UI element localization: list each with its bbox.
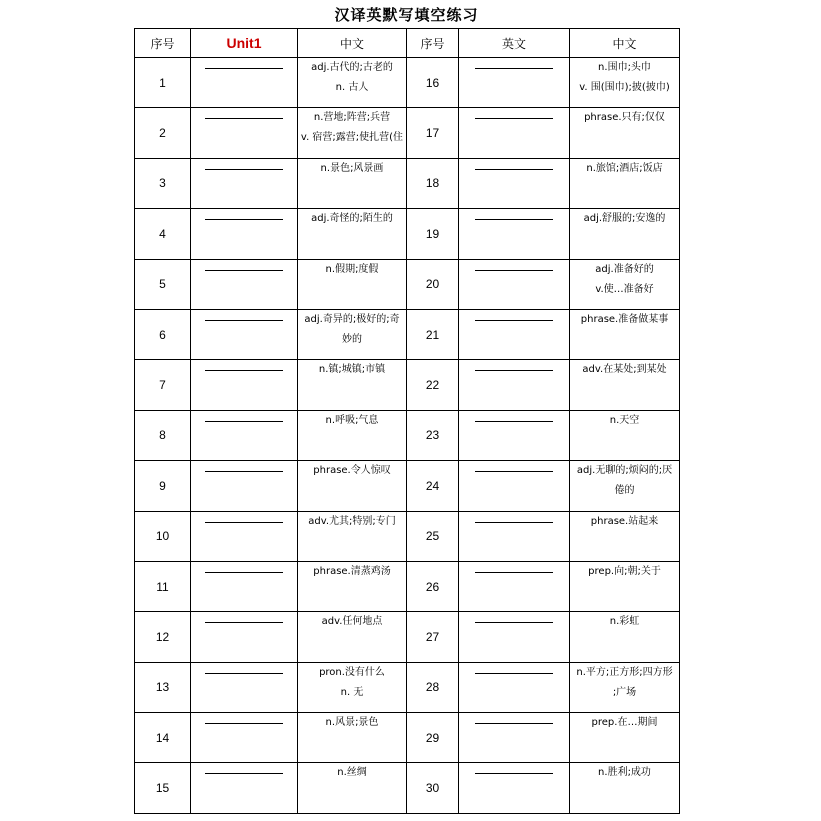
english-blank-input[interactable]	[475, 108, 553, 119]
english-blank-input[interactable]	[475, 58, 553, 69]
english-blank-input[interactable]	[475, 310, 553, 321]
chinese-meaning-cell	[298, 158, 407, 208]
chinese-meaning-cell	[570, 612, 680, 662]
english-answer-cell	[459, 58, 570, 108]
english-blank-input[interactable]	[205, 159, 283, 170]
chinese-meaning-line: adj.奇怪的;陌生的	[311, 213, 393, 225]
english-blank-input[interactable]	[205, 108, 283, 119]
item-number: 14	[135, 713, 191, 763]
english-answer-cell	[459, 763, 570, 813]
item-number: 8	[135, 410, 191, 460]
chinese-meaning-cell	[570, 158, 680, 208]
chinese-meaning-cell	[570, 58, 680, 108]
header-chinese-right: 中文	[570, 29, 680, 58]
table-row	[135, 108, 680, 158]
header-number-right: 序号	[407, 29, 459, 58]
table-row	[135, 713, 680, 763]
english-answer-cell	[459, 561, 570, 611]
item-number: 19	[407, 209, 459, 259]
english-answer-cell	[191, 108, 298, 158]
chinese-meaning-cell	[570, 561, 680, 611]
table-header	[135, 29, 680, 58]
item-number: 10	[135, 511, 191, 561]
english-answer-cell	[191, 461, 298, 511]
chinese-meaning-line: phrase.令人惊叹	[313, 465, 391, 477]
english-blank-input[interactable]	[475, 159, 553, 170]
chinese-meaning-cell	[298, 309, 407, 359]
chinese-meaning-cell	[570, 209, 680, 259]
table-row	[135, 561, 680, 611]
english-answer-cell	[459, 612, 570, 662]
chinese-meaning-line: prep.向;朝;关于	[588, 565, 661, 577]
table-row	[135, 763, 680, 813]
chinese-meaning-cell	[570, 309, 680, 359]
english-answer-cell	[459, 259, 570, 309]
chinese-meaning-cell	[570, 360, 680, 410]
chinese-meaning-cell	[298, 108, 407, 158]
header-row	[135, 29, 680, 58]
item-number: 4	[135, 209, 191, 259]
english-answer-cell	[191, 713, 298, 763]
table-row	[135, 58, 680, 108]
chinese-meaning-line: n.平方;正方形;四方形	[576, 666, 673, 678]
english-answer-cell	[459, 309, 570, 359]
chinese-meaning-line: adj.舒服的;安逸的	[583, 213, 666, 225]
english-blank-input[interactable]	[205, 562, 283, 573]
english-blank-input[interactable]	[205, 763, 283, 774]
chinese-meaning-line: n.天空	[609, 414, 640, 426]
table-row	[135, 612, 680, 662]
english-answer-cell	[459, 511, 570, 561]
chinese-meaning-line: adj.奇异的;极好的;奇	[304, 313, 400, 325]
item-number: 11	[135, 561, 191, 611]
chinese-meaning-cell	[570, 763, 680, 813]
english-blank-input[interactable]	[475, 411, 553, 422]
english-blank-input[interactable]	[205, 310, 283, 321]
item-number: 6	[135, 309, 191, 359]
english-answer-cell	[459, 360, 570, 410]
chinese-meaning-cell	[570, 662, 680, 712]
chinese-meaning-line: adv.任何地点	[321, 616, 383, 628]
english-blank-input[interactable]	[205, 612, 283, 623]
english-answer-cell	[191, 763, 298, 813]
chinese-meaning-line: ;广场	[612, 686, 637, 698]
item-number: 27	[407, 612, 459, 662]
chinese-meaning-cell	[298, 461, 407, 511]
chinese-meaning-line: n.风景;景色	[325, 717, 379, 729]
chinese-meaning-line: 妙的	[342, 333, 362, 345]
chinese-meaning-cell	[298, 360, 407, 410]
english-answer-cell	[459, 209, 570, 259]
english-blank-input[interactable]	[475, 612, 553, 623]
english-answer-cell	[191, 209, 298, 259]
item-number: 21	[407, 309, 459, 359]
english-answer-cell	[191, 309, 298, 359]
english-answer-cell	[191, 410, 298, 460]
english-answer-cell	[459, 713, 570, 763]
chinese-meaning-line: n.景色;风景画	[320, 162, 384, 174]
chinese-meaning-line: adj.古代的;古老的	[311, 62, 393, 73]
chinese-meaning-line: n.围巾;头巾	[598, 62, 651, 73]
english-blank-input[interactable]	[475, 663, 553, 674]
header-unit-title: Unit1	[191, 29, 298, 58]
english-blank-input[interactable]	[205, 461, 283, 472]
table-row	[135, 410, 680, 460]
header-number-left: 序号	[135, 29, 191, 58]
chinese-meaning-line: v.使…准备好	[595, 283, 654, 295]
table-body	[135, 58, 680, 814]
item-number: 17	[407, 108, 459, 158]
english-blank-input[interactable]	[475, 512, 553, 523]
chinese-meaning-line: adj.无聊的;烦闷的;厌	[576, 465, 673, 477]
english-blank-input[interactable]	[475, 713, 553, 724]
chinese-meaning-cell	[298, 763, 407, 813]
header-chinese-left: 中文	[298, 29, 407, 58]
english-blank-input[interactable]	[205, 663, 283, 674]
item-number: 15	[135, 763, 191, 813]
english-blank-input[interactable]	[475, 209, 553, 220]
english-blank-input[interactable]	[205, 411, 283, 422]
english-blank-input[interactable]	[475, 461, 553, 472]
chinese-meaning-line: v. 宿营;露营;使扎营(住	[300, 132, 404, 144]
chinese-meaning-cell	[298, 662, 407, 712]
item-number: 5	[135, 259, 191, 309]
chinese-meaning-cell	[570, 461, 680, 511]
english-blank-input[interactable]	[475, 360, 553, 371]
chinese-meaning-line: adv.在某处;到某处	[582, 364, 667, 376]
item-number: 22	[407, 360, 459, 410]
chinese-meaning-cell	[298, 209, 407, 259]
chinese-meaning-line: phrase.清蒸鸡汤	[313, 565, 391, 577]
table-row	[135, 511, 680, 561]
chinese-meaning-line: 倦的	[614, 485, 635, 497]
chinese-meaning-cell	[298, 713, 407, 763]
chinese-meaning-cell	[298, 561, 407, 611]
english-blank-input[interactable]	[475, 562, 553, 573]
table-row	[135, 259, 680, 309]
english-answer-cell	[459, 662, 570, 712]
chinese-meaning-line: n. 古人	[335, 82, 369, 93]
chinese-meaning-line: n.彩虹	[609, 616, 640, 628]
english-answer-cell	[191, 360, 298, 410]
chinese-meaning-line: phrase.只有;仅仅	[584, 112, 665, 124]
chinese-meaning-line: pron.没有什么	[319, 666, 385, 678]
item-number: 26	[407, 561, 459, 611]
item-number: 25	[407, 511, 459, 561]
english-answer-cell	[459, 410, 570, 460]
item-number: 12	[135, 612, 191, 662]
chinese-meaning-cell	[570, 713, 680, 763]
table-row	[135, 309, 680, 359]
english-answer-cell	[191, 158, 298, 208]
chinese-meaning-cell	[570, 410, 680, 460]
chinese-meaning-cell	[570, 259, 680, 309]
item-number: 7	[135, 360, 191, 410]
english-answer-cell	[459, 461, 570, 511]
chinese-meaning-line: adv.尤其;特别;专门	[308, 515, 396, 527]
chinese-meaning-cell	[298, 612, 407, 662]
english-blank-input[interactable]	[205, 713, 283, 724]
english-blank-input[interactable]	[205, 260, 283, 271]
chinese-meaning-cell	[298, 58, 407, 108]
item-number: 9	[135, 461, 191, 511]
chinese-meaning-line: adj.准备好的	[595, 263, 654, 275]
english-blank-input[interactable]	[205, 360, 283, 371]
english-blank-input[interactable]	[205, 512, 283, 523]
english-answer-cell	[191, 612, 298, 662]
chinese-meaning-cell	[570, 511, 680, 561]
chinese-meaning-line: prep.在…期间	[591, 717, 658, 729]
chinese-meaning-line: n.丝绸	[337, 767, 367, 779]
english-answer-cell	[459, 158, 570, 208]
chinese-meaning-line: n.镇;城镇;市镇	[318, 364, 386, 376]
item-number: 20	[407, 259, 459, 309]
item-number: 1	[135, 58, 191, 108]
table-row	[135, 461, 680, 511]
item-number: 18	[407, 158, 459, 208]
item-number: 13	[135, 662, 191, 712]
chinese-meaning-cell	[298, 259, 407, 309]
table-row	[135, 158, 680, 208]
item-number: 29	[407, 713, 459, 763]
chinese-meaning-line: n.胜利;成功	[598, 767, 651, 779]
english-answer-cell	[191, 58, 298, 108]
chinese-meaning-cell	[298, 410, 407, 460]
chinese-meaning-cell	[298, 511, 407, 561]
header-english-right: 英文	[459, 29, 570, 58]
item-number: 30	[407, 763, 459, 813]
item-number: 23	[407, 410, 459, 460]
english-answer-cell	[191, 259, 298, 309]
item-number: 16	[407, 58, 459, 108]
item-number: 28	[407, 662, 459, 712]
chinese-meaning-line: phrase.准备做某事	[580, 313, 669, 325]
chinese-meaning-line: v. 围(围巾);披(披巾)	[579, 82, 670, 93]
item-number: 24	[407, 461, 459, 511]
worksheet-title: 汉译英默写填空练习	[334, 6, 479, 24]
vocabulary-table	[134, 28, 680, 814]
table-row	[135, 662, 680, 712]
chinese-meaning-line: n.假期;度假	[325, 263, 379, 275]
chinese-meaning-line: n.呼吸;气息	[325, 414, 379, 426]
english-blank-input[interactable]	[475, 763, 553, 774]
chinese-meaning-line: n.营地;阵营;兵营	[313, 112, 391, 124]
english-blank-input[interactable]	[205, 58, 283, 69]
item-number: 2	[135, 108, 191, 158]
chinese-meaning-cell	[570, 108, 680, 158]
table-row	[135, 209, 680, 259]
table-row	[135, 360, 680, 410]
chinese-meaning-line: phrase.站起来	[590, 515, 659, 527]
chinese-meaning-line: n. 无	[340, 686, 364, 698]
item-number: 3	[135, 158, 191, 208]
english-answer-cell	[191, 561, 298, 611]
english-answer-cell	[191, 662, 298, 712]
english-blank-input[interactable]	[475, 260, 553, 271]
chinese-meaning-line: n.旅馆;酒店;饭店	[586, 162, 663, 174]
english-answer-cell	[191, 511, 298, 561]
english-blank-input[interactable]	[205, 209, 283, 220]
english-answer-cell	[459, 108, 570, 158]
